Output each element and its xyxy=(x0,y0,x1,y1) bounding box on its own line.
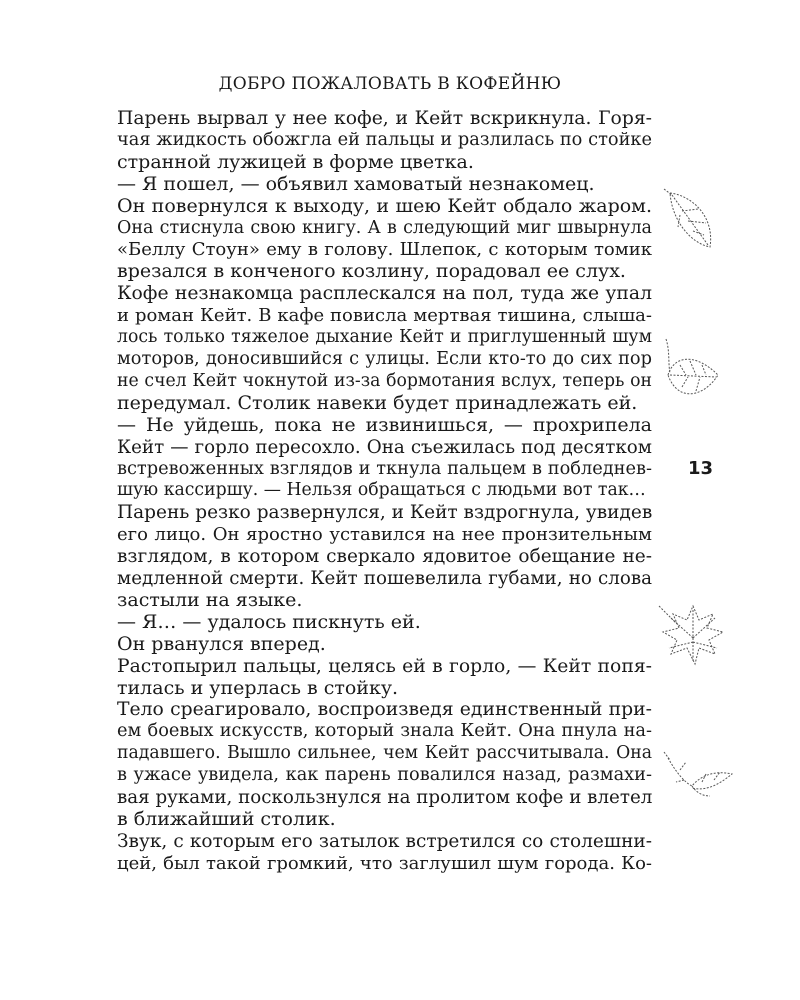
text-line: встревоженных взглядов и ткнула пальцем в побледнев- xyxy=(117,458,652,479)
text-line: — Не уйдешь, пока не извинишься, — прохрипела xyxy=(117,413,652,436)
leaf-icon xyxy=(660,185,725,255)
text-line: не счел Кейт чокнутой из-за бормотания вслух, теперь он xyxy=(117,370,652,391)
leaf-icon xyxy=(656,335,726,410)
text-line: «Беллу Стоун» ему в голову. Шлепок, с которым томик xyxy=(117,239,652,261)
text-line: вая руками, поскользнулся на пролитом кофе и влетел xyxy=(117,787,653,809)
text-line: взглядом, в котором сверкало ядовитое обещание не- xyxy=(117,546,652,568)
text-line: Тело среагировало, воспроизведя единственный при- xyxy=(117,699,652,721)
text-line: его лицо. Он яростно уставился на нее пронзительным xyxy=(117,524,652,546)
text-line: Кейт — горло пересохло. Она съежилась под десятком xyxy=(117,436,652,458)
text-line: Звук, с которым его затылок встретился со столешни- xyxy=(117,830,652,852)
text-line: застыли на языке. xyxy=(117,588,303,611)
text-line: Парень вырвал у нее кофе, и Кейт вскрикнула. Горя- xyxy=(117,108,652,129)
text-line: и роман Кейт. В кафе повисла мертвая тишина, слыша- xyxy=(117,305,652,327)
text-line: Она стиснула свою книгу. А в следующий миг швырнула xyxy=(117,217,652,238)
text-line: ем боевых искусств, который знала Кейт. Она пнула на- xyxy=(117,721,652,742)
text-line: Растопырил пальцы, целясь ей в горло, — Кейт попя- xyxy=(117,655,652,677)
text-line: лось только тяжелое дыхание Кейт и приглушенный шум xyxy=(117,327,652,348)
text-line: — Я пошел, — объявил хамоватый незнакомец. xyxy=(117,172,595,195)
text-line: цей, был такой громкий, что заглушил шум города. Ко- xyxy=(117,852,652,874)
text-line: в ужасе увидела, как парень повалился назад, размахи- xyxy=(117,765,652,786)
text-line: чая жидкость обожгла ей пальцы и разлилась по стойке xyxy=(117,129,652,150)
text-line: — Я… — удалось пискнуть ей. xyxy=(117,610,421,633)
text-line: врезался в конченого козлину, порадовал ее слух. xyxy=(117,260,626,283)
text-line: Он рванулся вперед. xyxy=(117,632,326,655)
text-line: передумал. Столик навеки будет принадлежать ей. xyxy=(117,391,638,414)
running-header: ДОБРО ПОЖАЛОВАТЬ В КОФЕЙНЮ xyxy=(218,74,562,94)
text-line: моторов, доносившийся с улицы. Если кто-то до сих пор xyxy=(117,348,652,369)
maple-leaf-icon xyxy=(655,598,730,673)
text-line: падавшего. Вышло сильнее, чем Кейт рассчитывала. Она xyxy=(117,743,652,764)
text-line: Парень резко развернулся, и Кейт вздрогнула, увидев xyxy=(117,502,653,524)
body-text xyxy=(117,108,652,875)
text-line: Он повернулся к выходу, и шею Кейт обдало жаром. xyxy=(117,194,652,217)
leaf-icon xyxy=(662,748,737,803)
text-line: Кофе незнакомца расплескался на пол, туда же упал xyxy=(117,283,652,305)
text-line: медленной смерти. Кейт пошевелила губами, но слова xyxy=(117,568,652,590)
text-line: в ближайший столик. xyxy=(117,808,336,830)
page-number: 13 xyxy=(688,458,714,479)
text-line: шую кассиршу. — Нельзя обращаться с людьми вот так… xyxy=(117,480,646,501)
text-line: тилась и уперлась в стойку. xyxy=(117,676,399,699)
text-line: странной лужицей в форме цветка. xyxy=(117,150,474,173)
